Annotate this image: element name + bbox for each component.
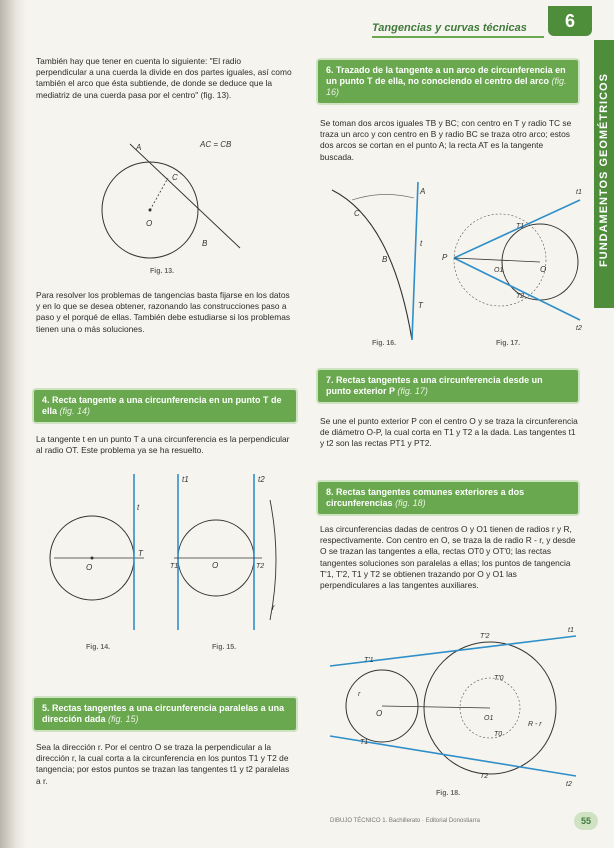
- section-7-title: 7. Rectas tangentes a una circunferencia desde un punto exterior P: [326, 375, 543, 396]
- fig17-label-T1: T1: [516, 223, 525, 230]
- section-4-title: 4. Recta tangente a una circunferencia en un punto T de ella: [42, 395, 282, 416]
- fig13-chord-line: [130, 144, 240, 248]
- fig14-label-O: O: [86, 563, 93, 572]
- fig13-center: [149, 209, 152, 212]
- fig15-caption: Fig. 15.: [212, 644, 237, 651]
- fig13-label-C: C: [172, 173, 178, 182]
- section-8-title: 8. Rectas tangentes comunes exteriores a dos circunferencias: [326, 487, 525, 508]
- fig13-caption: Fig. 13.: [150, 268, 175, 275]
- arc-equality-formula: AC = CB: [200, 140, 232, 149]
- fig15-direction-r: [270, 500, 276, 620]
- section-8-heading: [318, 482, 578, 514]
- fig15-label-t2: t2: [258, 475, 265, 484]
- fig13-radius: [150, 178, 168, 210]
- fig17-label-O: O: [540, 265, 547, 274]
- fig16-construction-arc: [352, 194, 414, 200]
- figure-17: [440, 180, 590, 340]
- footer-credit: DIBUJO TÉCNICO 1. Bachillerato · Editorial Donostiarra: [330, 818, 480, 824]
- fig16-label-A: A: [420, 187, 426, 196]
- fig18-label-T1: T1: [360, 739, 369, 746]
- fig14-caption: Fig. 14.: [86, 644, 111, 651]
- fig18-label-T0: T0: [494, 731, 503, 738]
- fig18-label-O1: O1: [484, 715, 494, 722]
- fig17-label-O1: O1: [494, 267, 504, 274]
- fig17-tangent-t2: [454, 258, 580, 320]
- fig15-label-T2: T2: [256, 563, 265, 570]
- fig16-caption: Fig. 16.: [372, 340, 397, 347]
- page-fold-shadow: [0, 0, 26, 848]
- section-5-title: 5. Rectas tangentes a una circunferencia paralelas a una dirección dada: [42, 703, 285, 724]
- figure-13: [60, 130, 260, 270]
- section-6-ref: (fig. 16): [326, 76, 567, 97]
- fig17-label-P: P: [442, 253, 448, 262]
- fig13-label-O: O: [146, 219, 153, 228]
- section-7-heading: [318, 370, 578, 402]
- fig16-tangent-line: [412, 182, 418, 340]
- section-7-body: Se une el punto exterior P con el centro O y se traza la circunferencia de diámetro O-P, la cual corta en T1 y T2 a la dada. Las tangentes t1 y t2 son las rectas PT1 y PT2.: [320, 416, 578, 449]
- fig15-label-T1: T1: [170, 563, 179, 570]
- fig14-label-T: T: [138, 549, 143, 558]
- fig18-caption: Fig. 18.: [436, 790, 461, 797]
- section-4-body: La tangente t en un punto T a una circunferencia es la perpendicular al radio OT. Este problema ya se ha resuelto.: [36, 434, 290, 456]
- section-6-heading: [318, 60, 578, 103]
- fig17-label-t2: t2: [576, 325, 582, 332]
- side-tab: [594, 40, 614, 308]
- fig16-arc: [332, 190, 412, 340]
- figure-15: [170, 470, 300, 630]
- header-rule: [372, 36, 544, 38]
- fig18-center-line: [382, 706, 490, 708]
- fig15-label-t1: t1: [182, 475, 189, 484]
- section-6-title: 6. Trazado de la tangente a un arco de circunferencia en un punto T de ella, no conociendo el centro del arco: [326, 65, 566, 86]
- general-paragraph: Para resolver los problemas de tangencias basta fijarse en los datos y en lo que se desea obtener, razonando las construcciones paso a paso y el porqué de ellas. También debe estudiarse si los problemas tienen una o más soluciones.: [36, 290, 291, 334]
- fig15-label-O: O: [212, 561, 219, 570]
- fig17-PO-line: [454, 258, 540, 262]
- section-6-body: Se toman dos arcos iguales TB y BC; con centro en T y radio TC se traza un arco y con centro en B y radio BC se traza otro arco; estos dos arcos se cortan en el punto A; la recta AT es la tangente buscada.: [320, 118, 572, 162]
- section-5-heading: [34, 698, 296, 730]
- fig18-label-t2: t2: [566, 781, 572, 788]
- section-8-body: Las circunferencias dadas de centros O y O1 tienen de radios r y R, respectivamente. Con centro en O, se traza la de radio R - r, y desde O se trazan las tangentes a ella, rectas OT0 y OT'0; las rectas tangentes soluciones son paralelas a ellas; los puntos de tangencia T'1, T'2, T1 y T2 se obtienen trazando por O y O1 las perpendiculares a las tangentes auxiliares.: [320, 524, 576, 591]
- fig18-label-T1p: T'1: [364, 657, 374, 664]
- figure-18: [330, 626, 580, 786]
- section-4-ref: (fig. 14): [59, 406, 91, 416]
- section-5-body: Sea la dirección r. Por el centro O se traza la perpendicular a la dirección r, la cual corta a la circunferencia en los puntos T1 y T2 de tangencia; por estos puntos se trazan las tangentes t1 y t2 paralelas a r.: [36, 742, 290, 786]
- fig16-label-T: T: [418, 301, 423, 310]
- intro-paragraph: También hay que tener en cuenta lo siguiente: "El radio perpendicular a una cuerda la divide en dos partes iguales, así como también el arco que ésta subtiende, de donde se deduce que la mediatriz de una cuerda pasa por el centro" (fig. 13).: [36, 56, 292, 100]
- fig16-label-B: B: [382, 255, 388, 264]
- chapter-badge: 6: [548, 6, 592, 36]
- fig17-caption: Fig. 17.: [496, 340, 521, 347]
- fig13-label-B: B: [202, 239, 208, 248]
- figure-16: [322, 180, 432, 340]
- running-header: Tangencias y curvas técnicas: [372, 22, 527, 34]
- section-4-heading: [34, 390, 296, 422]
- fig18-label-T2: T2: [480, 773, 489, 780]
- side-tab-label: FUNDAMENTOS GEOMÉTRICOS: [598, 73, 610, 267]
- section-8-ref: (fig. 18): [395, 498, 426, 508]
- fig18-label-Rr: R - r: [528, 721, 542, 728]
- figure-14: [44, 470, 164, 630]
- fig15-label-r: r: [272, 603, 275, 612]
- fig18-label-O: O: [376, 709, 383, 718]
- fig14-center: [91, 557, 94, 560]
- fig16-label-t: t: [420, 239, 423, 248]
- fig17-label-T2: T2: [516, 293, 525, 300]
- fig18-label-T2p: T'2: [480, 633, 490, 640]
- fig16-label-C: C: [354, 209, 360, 218]
- fig13-label-A: A: [136, 143, 142, 152]
- page-number: 55: [574, 812, 598, 830]
- section-7-ref: (fig. 17): [397, 386, 428, 396]
- fig14-label-t: t: [137, 503, 140, 512]
- section-5-ref: (fig. 15): [108, 714, 139, 724]
- fig18-label-T0p: T'0: [494, 675, 504, 682]
- fig17-label-t1: t1: [576, 189, 582, 196]
- fig18-label-t1: t1: [568, 627, 574, 634]
- fig18-label-r: r: [358, 691, 361, 698]
